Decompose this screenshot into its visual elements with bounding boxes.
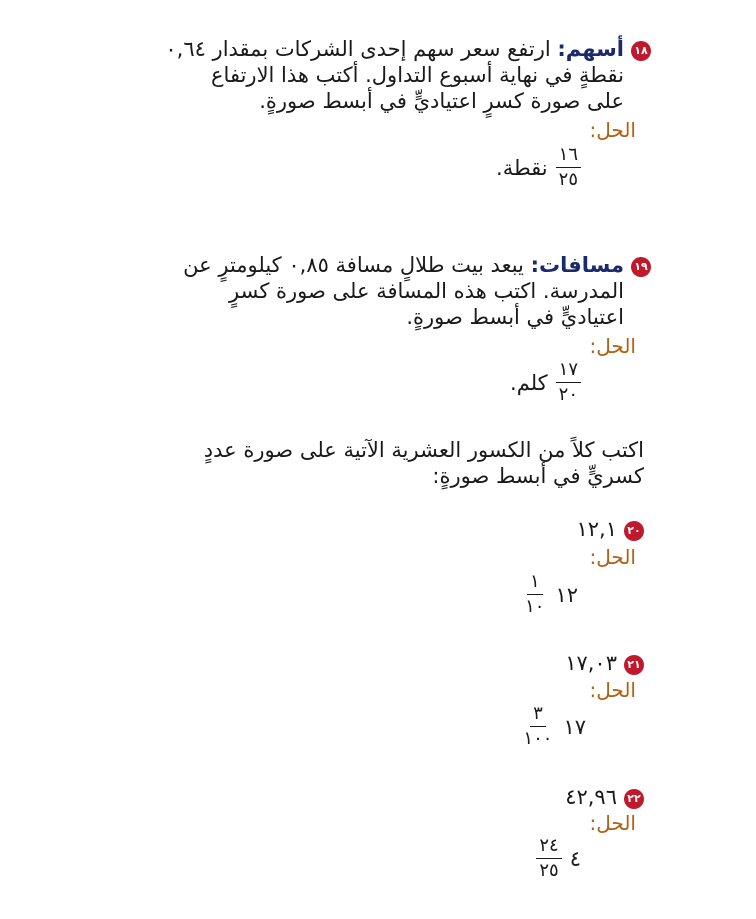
answer-fraction: [522, 572, 547, 617]
decimal-value: ٤٢,٩٦: [565, 785, 617, 809]
problem-text: اعتياديٍّ في أبسط صورةٍ.: [406, 305, 624, 329]
problem-19-line1: [183, 252, 651, 278]
exercise-21: [565, 650, 644, 676]
answer-19: [510, 360, 581, 405]
fraction-numerator: ٣: [530, 704, 546, 727]
problem-text: نقطةٍ في نهاية أسبوع التداول. أكتب هذا الارتفاع: [211, 63, 624, 87]
solution-label: الحل:: [589, 118, 636, 142]
solution-label: الحل:: [589, 678, 636, 702]
problem-keyword: مسافات:: [530, 253, 624, 277]
fraction-numerator: ١٦: [556, 145, 581, 168]
fraction-numerator: ٢٤: [536, 836, 561, 859]
problem-18-line1: [165, 36, 651, 62]
mixed-whole: ١٢: [555, 582, 578, 607]
mixed-whole: ١٧: [563, 714, 586, 739]
decimal-value: ١٧,٠٣: [565, 651, 617, 675]
fraction-denominator: ٢٥: [558, 169, 578, 190]
solution-label: الحل:: [589, 811, 636, 835]
problem-text: يبعد بيت طلالٍ مسافة ٠,٨٥ كيلومترٍ عن: [183, 253, 524, 277]
problem-number-badge: ٢٢: [624, 789, 644, 809]
answer-fraction: [556, 360, 581, 405]
problem-number-badge: ١٨: [631, 41, 651, 61]
fraction-numerator: ١٧: [556, 360, 581, 383]
answer-unit: كلم.: [510, 370, 548, 395]
answer-21: [520, 704, 586, 749]
instruction: [204, 437, 644, 489]
problem-keyword: أسهم:: [557, 37, 624, 61]
solution-label: الحل:: [589, 545, 636, 569]
problem-text: على صورة كسرٍ اعتياديٍّ في أبسط صورةٍ.: [259, 89, 624, 113]
exercise-20: [576, 516, 644, 542]
problem-number-badge: ١٩: [631, 257, 651, 277]
fraction-denominator: ١٠: [525, 596, 545, 617]
problem-text: ارتفع سعر سهم إحدى الشركات بمقدار ٠,٦٤: [165, 37, 551, 61]
answer-fraction: [536, 836, 561, 881]
problem-number-badge: ٢١: [624, 655, 644, 675]
mixed-whole: ٤: [569, 846, 581, 871]
problem-18: [165, 36, 651, 114]
answer-20: [522, 572, 578, 617]
solution-label: الحل:: [589, 334, 636, 358]
fraction-numerator: ١: [527, 572, 543, 595]
answer-22: [536, 836, 581, 881]
decimal-value: ١٢,١: [576, 517, 617, 541]
fraction-denominator: ٢٥: [539, 860, 559, 881]
exercise-22: [565, 784, 644, 810]
fraction-denominator: ٢٠: [558, 384, 578, 405]
answer-fraction: [556, 145, 581, 190]
instruction-line: اكتب كلاً من الكسور العشرية الآتية على صورة عددٍ: [203, 438, 644, 462]
instruction-line: كسريٍّ في أبسط صورةٍ:: [432, 464, 644, 488]
fraction-denominator: ١٠٠: [523, 728, 553, 749]
answer-18: [496, 145, 581, 190]
problem-text: المدرسة. اكتب هذه المسافة على صورة كسرٍ: [229, 279, 624, 303]
answer-fraction: [520, 704, 555, 749]
problem-19: [183, 252, 651, 330]
problem-number-badge: ٢٠: [624, 521, 644, 541]
answer-unit: نقطة.: [496, 155, 548, 180]
